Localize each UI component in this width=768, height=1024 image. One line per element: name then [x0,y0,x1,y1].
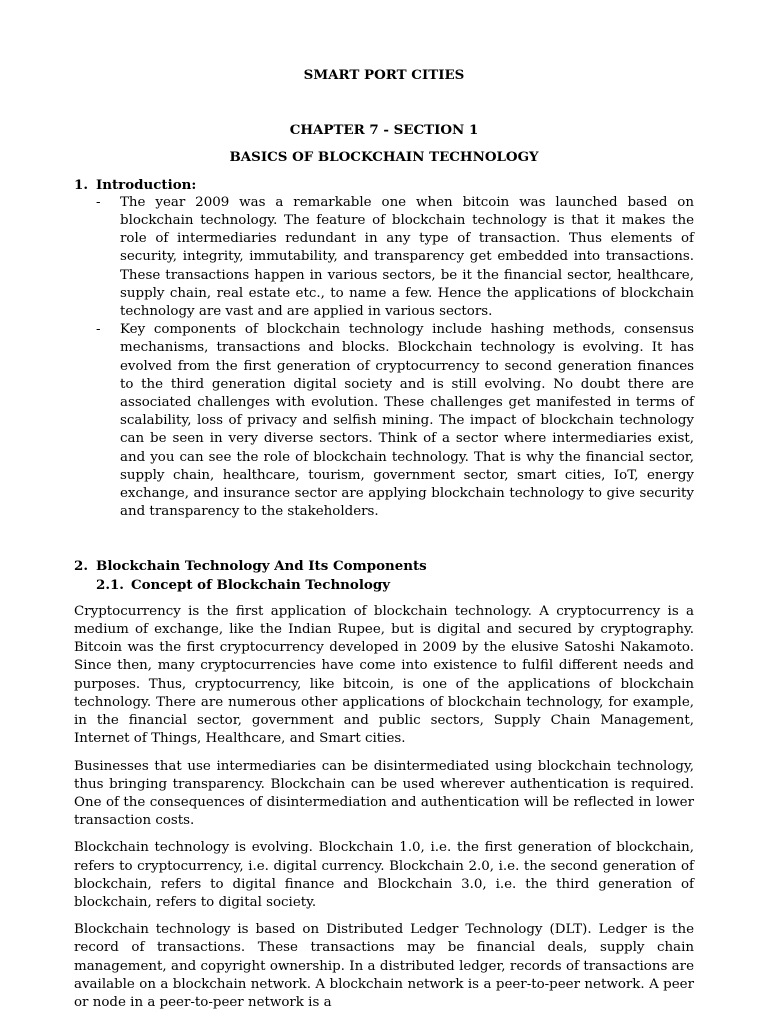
introduction-section [74,176,694,522]
list-item [96,194,694,321]
blockchain-components-section [74,557,694,1012]
section-2-heading [74,557,694,575]
introduction-bullet-list [74,194,694,522]
chapter-heading: CHAPTER 7 - SECTION 1 [289,122,479,139]
subsection-2-1-heading [74,576,694,594]
bullet-text: The year 2009 was a remarkable one when bitcoin was launched based on blockchain technology. The feature of blockchain technology is that it makes the role of intermediaries redundant in any type of transaction. Thus elements of security, integrity, immutability, and transparency get embedded into transactions. These transactions happen in various sectors, be it the financial sector, healthcare, supply chain, real estate etc., to name a few. Hence the applications of blockchain technology are vast and are applied in various sectors. [120,194,694,320]
section-title: BASICS OF BLOCKCHAIN TECHNOLOGY [229,149,539,166]
paragraph-disintermediation: Businesses that use intermediaries can be disintermediated using blockchain technology, thus bringing transparency. Blockchain can be used wherever authentication is required. One of the consequences of disintermediation and authentication will be reflected in lower transaction costs. [74,758,694,829]
list-item [96,321,694,521]
bullet-dash: - [96,322,101,338]
introduction-heading [74,176,694,194]
bullet-dash: - [96,194,101,210]
bullet-text: Key components of blockchain technology include hashing methods, consensus mechanisms, transactions and blocks. Blockchain technology is evolving. It has evolved from the first generation of cryptocurrency to second generation finances to the third generation digital society and is still evolving. No doubt there are associated challenges with evolution. These challenges get manifested in terms of scalability, loss of privacy and selfish mining. The impact of blockchain technology can be seen in very diverse sectors. Think of a sector where intermediaries exist, and you can see the role of blockchain technology. That is why the financial sector, supply chain, healthcare, tourism, government sector, smart cities, IoT, energy exchange, and insurance sector are applying blockchain technology to give security and transparency to the stakeholders. [120,322,694,520]
paragraph-distributed-ledger: Blockchain technology is based on Distributed Ledger Technology (DLT). Ledger is the record of transactions. These transactions may be financial deals, supply chain management, and copyright ownership. In a distributed ledger, records of transactions are available on a blockchain network. A blockchain network is a peer-to-peer network. A peer or node in a peer-to-peer network is a [74,922,694,1010]
document-title: SMART PORT CITIES [303,67,465,83]
document-page [74,66,694,1021]
introduction-number: 1. [74,176,88,193]
introduction-heading-text: Introduction: [96,176,197,193]
subsection-2-1-number: 2.1. [96,576,124,593]
section-2-number: 2. [74,558,88,575]
paragraph-cryptocurrency: Cryptocurrency is the first application of blockchain technology. A cryptocurrency is a medium of exchange, like the Indian Rupee, but is digital and secured by cryptography. Bitcoin was the first cryptocurrency developed in 2009 by the elusive Satoshi Nakamoto. Since then, many cryptocurrencies have come into existence to fulfil different needs and purposes. Thus, cryptocurrency, like bitcoin, is one of the applications of blockchain technology. There are numerous other applications of blockchain technology, for example, in the financial sector, government and public sectors, Supply Chain Management, Internet of Things, Healthcare, and Smart cities. [74,603,694,747]
section-2-heading-text: Blockchain Technology And Its Components [96,558,427,575]
subsection-2-1-heading-text: Concept of Blockchain Technology [130,576,391,593]
paragraph-blockchain-generations: Blockchain technology is evolving. Blockchain 1.0, i.e. the first generation of blockchain, refers to cryptocurrency, i.e. digital currency. Blockchain 2.0, i.e. the second generation of blockchain, refers to digital finance and Blockchain 3.0, i.e. the third generation of blockchain, refers to digital society. [74,840,694,910]
